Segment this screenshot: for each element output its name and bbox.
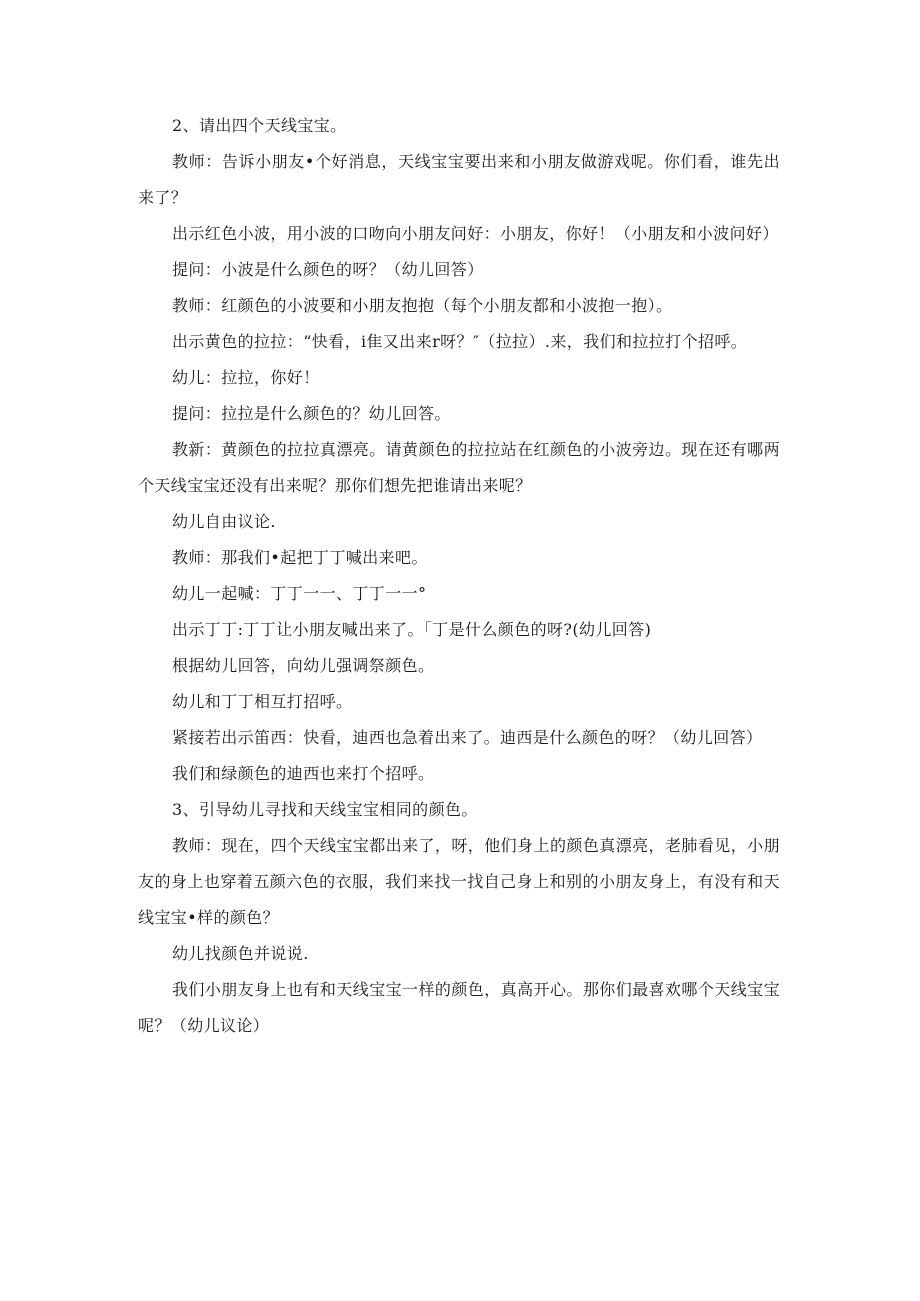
document-body: [138, 108, 780, 1044]
section-heading: 2、请出四个天线宝宝。: [172, 116, 347, 135]
paragraph: 我们小朋友身上也有和天线宝宝一样的颜色，真高开心。那你们最喜欢哪个天线宝宝呢？（幼儿议论）: [138, 980, 780, 1035]
paragraph: 幼儿：拉拉，你好！: [172, 368, 320, 387]
paragraph: 出示黄色的拉拉：“快看，i隹又出来r呀？″（拉拉）.来，我们和拉拉打个招呼。: [172, 332, 748, 351]
paragraph: 教师：那我们•起把丁丁喊出来吧。: [172, 548, 428, 567]
paragraph: 教师：现在，四个天线宝宝都出来了，呀，他们身上的颜色真漂亮，老肺看见，小朋友的身上也穿着五颜六色的衣服，我们来找一找自己身上和别的小朋友身上，有没有和天线宝宝•样的颜色？: [138, 836, 780, 927]
paragraph: 教师：红颜色的小波要和小朋友抱抱（每个小朋友都和小波抱一抱）。: [172, 296, 673, 315]
paragraph: 出示红色小波，用小波的口吻向小朋友问好：小朋友，你好！（小朋友和小波问好）: [172, 224, 779, 243]
paragraph: 教新：黄颜色的拉拉真漂亮。请黄颜色的拉拉站在红颜色的小波旁边。现在还有哪两个天线宝宝还没有出来呢？那你们想先把谁请出来呢？: [138, 440, 780, 495]
paragraph: 出示丁丁:丁丁让小朋友喊出来了。「丁是什么颜色的呀?(幼儿回答): [172, 620, 652, 639]
paragraph: 幼儿找颜色并说说.: [172, 944, 309, 963]
paragraph: 提问：拉拉是什么颜色的？幼儿回答。: [172, 404, 451, 423]
paragraph: 我们和绿颜色的迪西也来打个招呼。: [172, 764, 435, 783]
paragraph: 幼儿和丁丁相互打招呼。: [172, 692, 353, 711]
paragraph: 紧接若出示笛西：快看，迪西也急着出来了。迪西是什么颜色的呀？（幼儿回答）: [172, 728, 763, 747]
paragraph: 幼儿自由议论.: [172, 512, 276, 531]
paragraph: 提问：小波是什么颜色的呀？（幼儿回答）: [172, 260, 484, 279]
paragraph: 幼儿一起喊：丁丁一一、丁丁一一°: [172, 584, 427, 603]
section-heading: 3、引导幼儿寻找和天线宝宝相同的颜色。: [172, 800, 478, 819]
paragraph: 根据幼儿回答，向幼儿强调祭颜色。: [172, 656, 435, 675]
paragraph: 教师：告诉小朋友•个好消息，天线宝宝要出来和小朋友做游戏呢。你们看，谁先出来了？: [138, 152, 780, 207]
